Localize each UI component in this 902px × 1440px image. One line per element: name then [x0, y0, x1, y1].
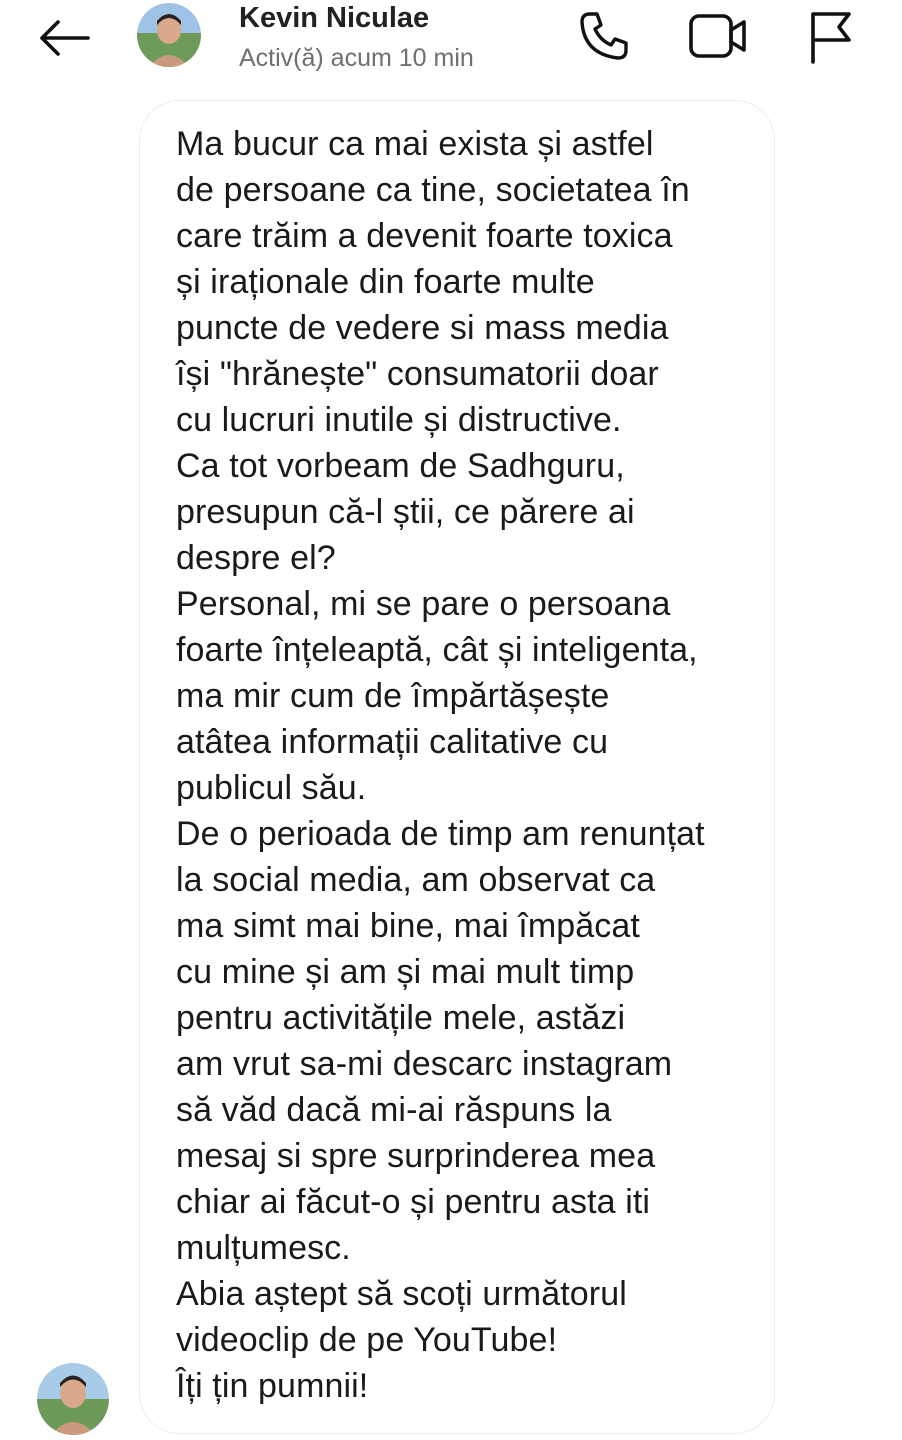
contact-name[interactable]: Kevin Niculae [239, 2, 430, 34]
back-button[interactable] [30, 12, 96, 64]
flag-icon [805, 8, 853, 64]
video-call-button[interactable] [686, 6, 750, 66]
report-button[interactable] [800, 4, 858, 68]
message-bubble[interactable] [139, 100, 775, 1434]
arrow-left-icon [36, 18, 90, 58]
sender-avatar[interactable] [37, 1363, 109, 1435]
video-camera-icon [688, 12, 748, 60]
message-text: Ma bucur ca mai exista și astfel de persoane ca tine, societatea în care trăim a devenit foarte toxica și iraționale din foarte multe puncte de vedere si mass media își "hrănește" consumatorii doar cu lucruri inutile și distructive. Ca tot vorbeam de Sadhguru, presupun că-l știi, ce părere ai despre el? Personal, mi se pare o persoana foarte înțeleaptă, cât și inteligenta, ma mir cum de împărtășește atâtea informații calitative cu publicul său. De o perioada de timp am renunțat la social media, am observat ca ma simt mai bine, mai împăcat cu mine și am și mai mult timp pentru activitățile mele, astăzi am vrut sa-mi descarc instagram să văd dacă mi-ai răspuns la mesaj si spre surprinderea mea chiar ai făcut-o și pentru asta iti mulțumesc. Abia aștept să scoți următorul videoclip de pe YouTube! Îți țin pumnii! [176, 125, 705, 1405]
voice-call-button[interactable] [572, 4, 636, 68]
chat-header [0, 0, 902, 96]
contact-avatar[interactable] [137, 3, 201, 67]
phone-icon [576, 8, 632, 64]
contact-status: Activ(ă) acum 10 min [239, 44, 474, 72]
